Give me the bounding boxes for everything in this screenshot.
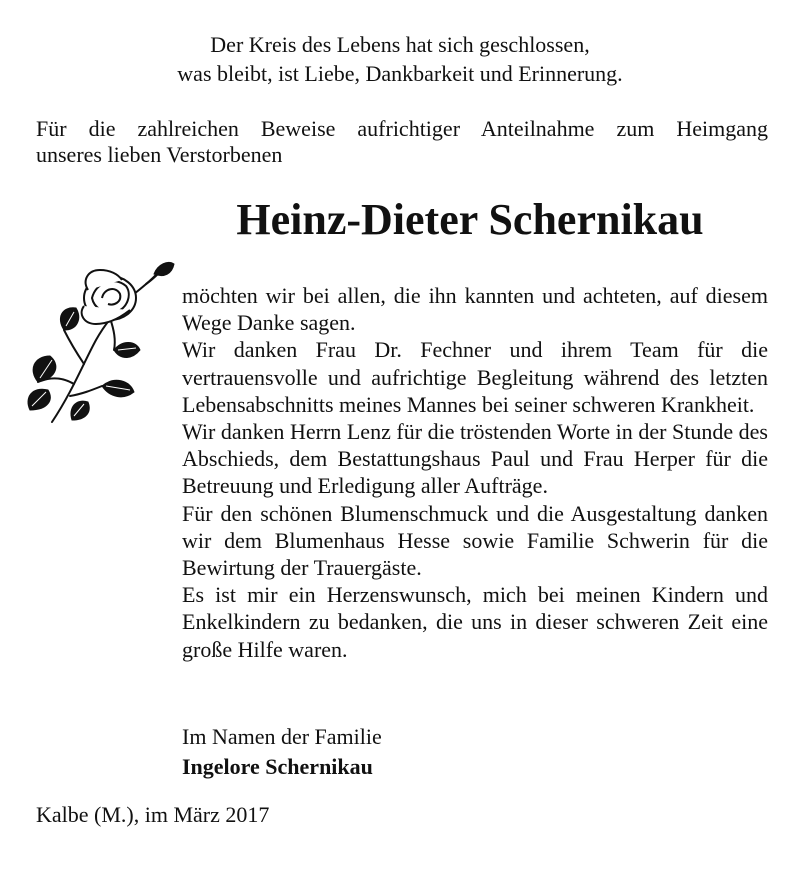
rose-icon xyxy=(22,252,178,432)
deceased-name: Heinz-Dieter Schernikau xyxy=(236,195,704,244)
on-behalf-line: Im Namen der Familie xyxy=(182,724,382,749)
signer-name: Ingelore Schernikau xyxy=(182,754,373,779)
intro-line-2: unseres lieben Verstorbenen xyxy=(36,142,283,167)
intro-line-1: Für die zahlreichen Beweise aufrichtiger Anteilnahme zum Heimgang xyxy=(36,116,768,141)
thanks-paragraph-3: Wir danken Herrn Lenz für die tröstenden Worte in der Stunde des Abschieds, dem Bestattungshaus Paul und Frau Herper für die Betreuung und Erledigung aller Aufträge. xyxy=(182,419,768,499)
thanks-paragraph-1: möchten wir bei allen, die ihn kannten und achteten, auf diesem Wege Danke sagen. xyxy=(182,283,768,336)
motto-line-2: was bleibt, ist Liebe, Dankbarkeit und Erinnerung. xyxy=(177,61,623,86)
thanks-paragraph-2: Wir danken Frau Dr. Fechner und ihrem Team für die vertrauensvolle und aufrichtige Begleitung während des letzten Lebensabschnitts meines Mannes bei seiner schweren Krankheit. xyxy=(182,337,768,417)
motto-line-1: Der Kreis des Lebens hat sich geschlossen, xyxy=(210,32,590,57)
motto-verse xyxy=(0,30,800,88)
intro-text xyxy=(36,116,768,168)
signature-block xyxy=(182,722,382,782)
thanks-paragraph-5: Es ist mir ein Herzenswunsch, mich bei meinen Kindern und Enkelkindern zu bedanken, die uns in dieser schweren Zeit eine große Hilfe waren. xyxy=(182,582,768,662)
thanks-text xyxy=(182,282,768,663)
place-date: Kalbe (M.), im März 2017 xyxy=(36,802,270,827)
thanks-paragraph-4: Für den schönen Blumenschmuck und die Ausgestaltung danken wir dem Blumenhaus Hesse sowie Familie Schwerin für die Bewirtung der Trauergäste. xyxy=(182,500,768,581)
